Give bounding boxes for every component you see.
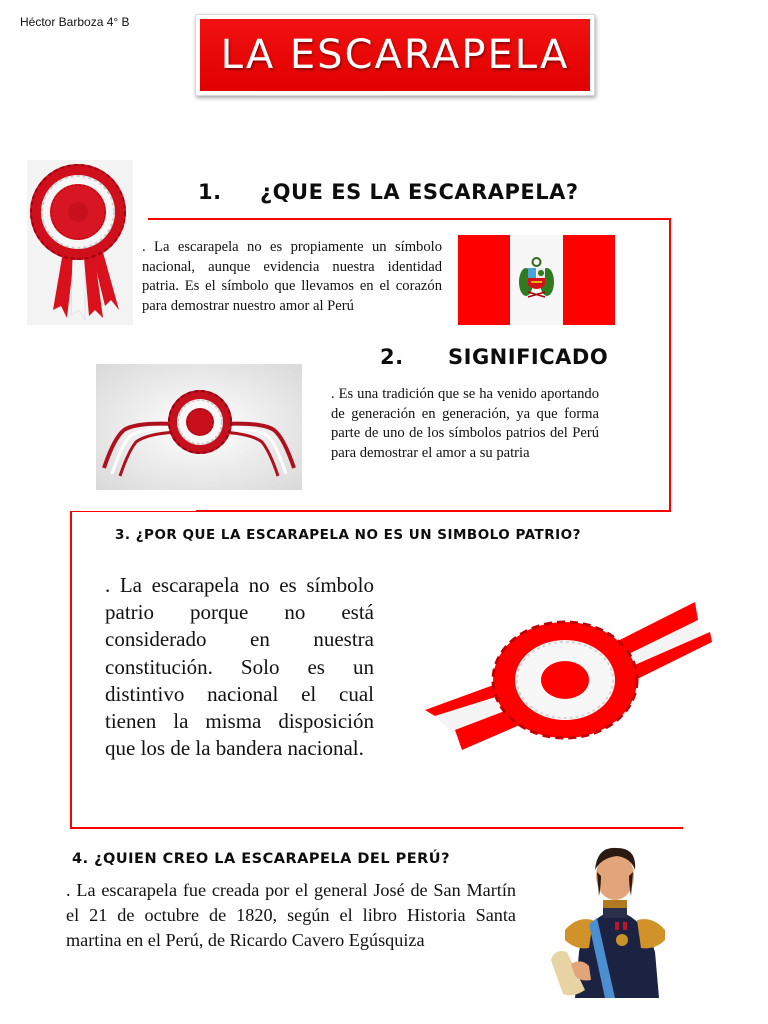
rosette-crossed-ribbons-image (420, 580, 715, 790)
peru-flag-image (458, 235, 615, 325)
section-4-heading: 4. ¿QUIEN CREO LA ESCARAPELA DEL PERÚ? (72, 851, 450, 867)
rosette-with-ribbons-image (27, 160, 133, 325)
rosette-icon (27, 160, 133, 325)
frame-1-bottom-border (196, 510, 671, 512)
section-2-heading-text: SIGNIFICADO (448, 345, 609, 369)
frame-1-right-border (669, 218, 671, 512)
frame-1-top-border (148, 218, 671, 220)
title-banner-fill (200, 19, 590, 91)
section-1-number: 1. (198, 180, 222, 204)
section-1-heading (198, 180, 579, 204)
section-4-body: . La escarapela fue creada por el general José de San Martín el 21 de octubre de 1820, según el libro Historia Santa martina en el Perú, de Ricardo Cavero Egúsquiza (66, 880, 516, 950)
san-martin-portrait-image (545, 840, 685, 998)
section-1-body: . La escarapela no es propiamente un símbolo nacional, aunque evidencia nuestra identidad patria. Es el símbolo que llevamos en el corazón para demostrar nuestro amor al Perú (142, 239, 442, 314)
frame-2-bottom-border (70, 827, 683, 829)
title-banner (195, 14, 595, 96)
section-2-body: . Es una tradición que se ha venido aportando de generación en generación, ya que forma parte de uno de los símbolos patrios del Perú para demostrar el amor a su patria (331, 386, 599, 461)
section-3-body: . La escarapela no es símbolo patrio porque no está considerado en nuestra constitución. Solo es un distintivo nacional el cual tienen la misma disposición que los de la bandera nacional. (105, 573, 374, 761)
rosette-draped-icon (96, 364, 302, 490)
section-2-number: 2. (380, 345, 404, 369)
frame-2-left-border (70, 511, 72, 829)
rosette-crossed-icon (420, 580, 715, 790)
author-name: Héctor Barboza 4° B (20, 15, 130, 29)
section-3-heading: 3. ¿POR QUE LA ESCARAPELA NO ES UN SIMBOLO PATRIO? (115, 527, 581, 543)
section-1-heading-text: ¿QUE ES LA ESCARAPELA? (260, 180, 579, 204)
general-portrait-icon (545, 840, 685, 998)
section-2-heading (380, 345, 608, 369)
page-title: LA ESCARAPELA (220, 32, 570, 78)
peru-flag-icon (458, 235, 615, 325)
frame-2-top-border (70, 511, 198, 512)
rosette-draped-ribbon-image (96, 364, 302, 490)
